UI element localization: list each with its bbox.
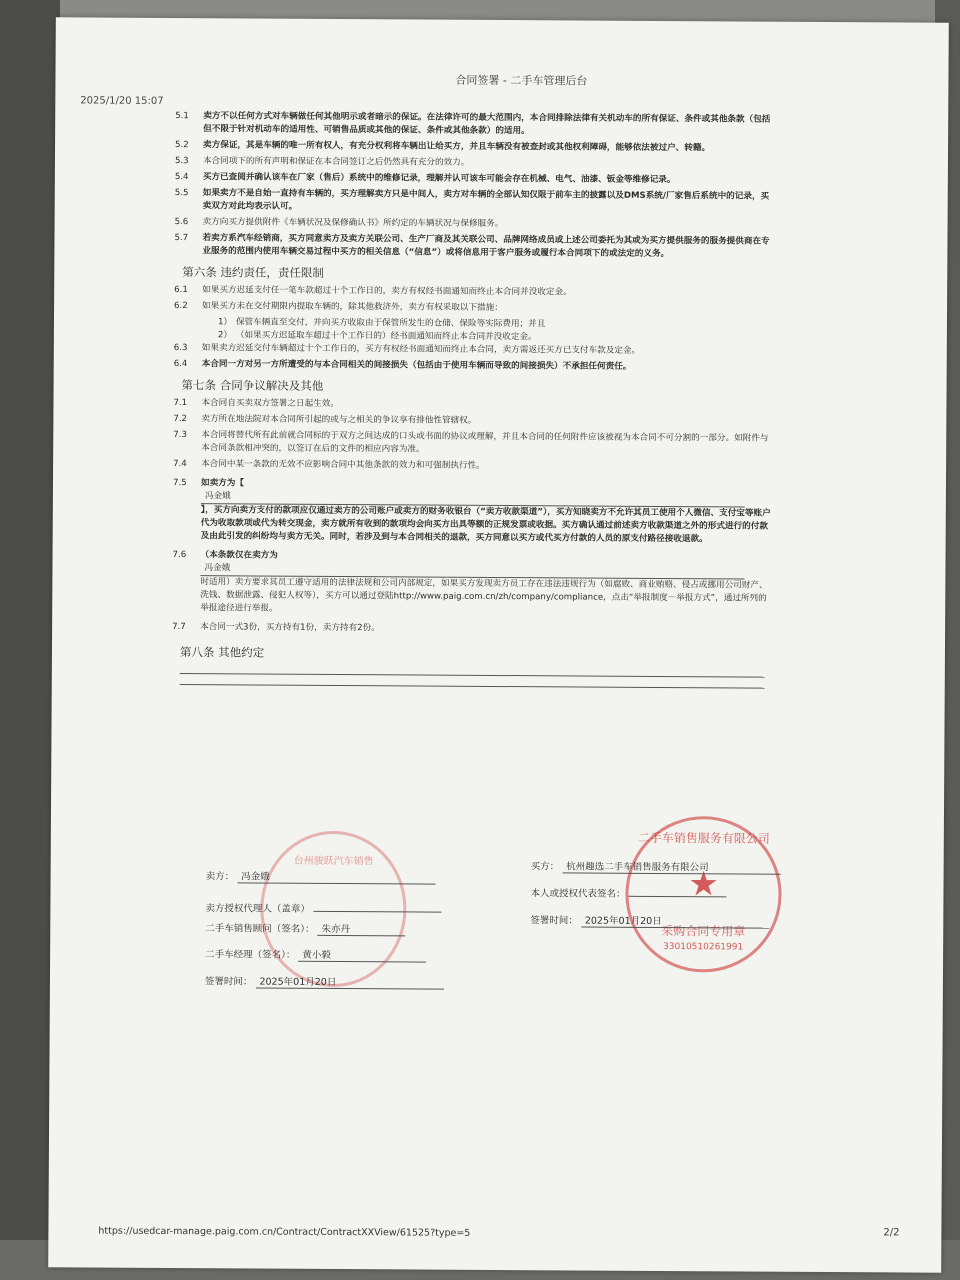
footer-url: https://usedcar-manage.paig.com.cn/Contract/ContractXXView/61525?type=5 <box>98 1225 471 1239</box>
advisor-row <box>205 920 405 936</box>
clause-5-2 <box>175 139 775 156</box>
clause-5-4 <box>175 171 775 188</box>
clause-number: 5.6 <box>174 217 189 228</box>
clause-5-6 <box>175 216 775 233</box>
clause-6-2 <box>174 300 774 317</box>
clause-number: 5.2 <box>175 140 189 151</box>
buyer-name-row <box>531 858 781 875</box>
buyer-name: 杭州趣选二手车销售服务有限公司 <box>562 858 780 874</box>
clause-number: 7.6 <box>172 550 187 561</box>
seller-sign-time: 2025年01月20日 <box>255 974 443 990</box>
buyer-rep-label: 本人或授权代表签名： <box>530 888 626 900</box>
clause-7-1 <box>173 397 773 414</box>
clause-number: 6.3 <box>173 343 188 354</box>
seller-agent-label: 卖方授权代理人（盖章） <box>205 903 310 915</box>
buyer-rep-row <box>530 885 726 900</box>
stamp-right-mid-text: 采购合同专用章 <box>661 923 746 939</box>
clause-text: 买方已查阅并确认该车在厂家（售后）系统中的维修记录，理解并认可该车可能会存在机械、电气、油漆、钣金等维修记录。 <box>202 172 676 186</box>
clause-6-2-sublist <box>174 316 774 346</box>
seller-label: 卖方： <box>205 871 235 883</box>
clause-text: 本合同中某一条款的无效不应影响合同中其他条款的效力和可强制执行性。 <box>201 459 485 471</box>
stamp-right-code: 33010510261991 <box>663 942 744 953</box>
contract-page <box>48 17 949 1272</box>
clause-text: 如果卖方迟延交付车辆超过十个工作日的，买方有权经书面通知而终止本合同，卖方需返还买方已支付车款及定金。 <box>201 343 641 356</box>
agreement-blank-line <box>180 674 765 689</box>
clause-number: 7.2 <box>173 414 188 425</box>
clause-6-4 <box>174 358 774 375</box>
page-number: 2/2 <box>883 1227 900 1239</box>
clause-7-6-name: 冯金娥 <box>200 562 744 579</box>
clause-text: 本合同项下的所有声明和保证在本合同签订之后仍然具有充分的效力。 <box>202 156 470 168</box>
clause-text: 卖方保证，其是车辆的唯一所有权人，有充分权利将车辆出让给买方，并且车辆没有被查封或其他权利障碍，能够依法被过户、转籍。 <box>203 140 711 154</box>
clause-number: 7.3 <box>173 430 187 441</box>
clause-7-6-text: 时适用）卖方要求其员工遵守适用的法律法规和公司内部规定，如果买方发现卖方员工存在违法违规行为（如腐败、商业贿赂、侵占或挪用公司财产、洗钱、数据泄露、侵犯人权等），买方可以通过登陆http://www.paig.com.cn/zh/company/compliance，点击“举报制度－举报方式”，通过所列的举报途径进行举报。 <box>200 577 768 614</box>
print-timestamp: 2025/1/20 15:07 <box>80 95 164 107</box>
clause-7-5-head: 如卖方为【 <box>200 478 244 489</box>
clause-text: 卖方所在地法院对本合同所引起的或与之相关的争议享有排他性管辖权。 <box>201 414 477 426</box>
seller-agent-value <box>313 911 441 913</box>
clause-number: 7.7 <box>172 622 186 633</box>
clauses-section-5 <box>174 110 775 262</box>
clause-text: 如果卖方不是自始一直持有车辆的，买方理解卖方只是中间人，卖方对车辆的全部认知仅限于前车主的披露以及DMS系统/厂家售后系统中的记录，买卖双方对此均表示认可。 <box>202 188 770 212</box>
clause-text: 本合同将替代所有此前就合同标的于双方之间达成的口头或书面的协议或理解，并且本合同的任何附件应该被视为本合同不可分割的一部分。如附件与本合同条款相冲突的，以签订在后的文件的相应内容为准。 <box>201 430 769 455</box>
clause-number: 6.4 <box>173 359 188 370</box>
clause-5-7 <box>174 232 774 262</box>
clause-5-5 <box>175 187 775 217</box>
clause-5-3 <box>175 155 775 172</box>
clauses-section-6b <box>174 342 774 375</box>
clause-number: 6.1 <box>174 285 188 296</box>
clause-text: 本合同自买卖双方签署之日起生效。 <box>201 398 340 410</box>
clauses-section-6 <box>174 284 774 317</box>
manager-row <box>205 946 426 962</box>
clauses-section-7 <box>173 397 773 475</box>
contract-body <box>172 110 776 701</box>
clause-number: 5.3 <box>174 156 189 167</box>
clause-number: 5.1 <box>175 111 189 122</box>
seller-time-row <box>205 973 444 989</box>
clause-7-4 <box>173 458 773 475</box>
clause-7-5-name: 冯金娥 <box>201 490 745 507</box>
seller-agent-row <box>205 900 441 915</box>
clause-7-5 <box>173 477 773 547</box>
stamp-left-text: 台州骏跃汽车销售 <box>293 855 374 868</box>
clause-text: 卖方不以任何方式对车辆做任何其他明示或者暗示的保证。在法律许可的最大范围内，本合同排除法律有关机动车的所有保证、条件或其他条款（包括但不限于针对机动车的适用性、可销售品质或其他的保证、条件或其他条款）的适用。 <box>203 111 771 137</box>
advisor-name: 朱亦丹 <box>318 921 406 937</box>
section-8-title: 第八条 其他约定 <box>179 645 265 660</box>
clause-7-7 <box>172 621 772 638</box>
stamp-right-top-text: 二手车销售服务有限公司 <box>637 830 770 846</box>
clause-7-6-head: （本条款仅在卖方为 <box>200 550 278 561</box>
clause-number: 5.4 <box>174 172 189 183</box>
clause-number: 5.7 <box>174 233 189 244</box>
clause-6-1 <box>174 284 774 301</box>
subitem-number: 1） <box>217 317 233 328</box>
buyer-sign-time: 2025年01月20日 <box>581 913 769 929</box>
clause-text: 若卖方系汽车经销商，买方同意卖方及卖方关联公司、生产厂商及其关联公司、品牌网络成员或上述公司委托为其或为买方提供服务的服务提供商在专业服务的范围内使用车辆交易过程中买方的相关信息（“信息”）或将信息用于客户服务或履行本合同项下的或法定的义务。 <box>202 233 770 260</box>
clause-6-3 <box>174 342 774 359</box>
clause-number: 6.2 <box>174 301 188 312</box>
clause-text: 如果买方未在交付期限内提取车辆的，除其他救济外，卖方有权采取以下措施： <box>202 301 503 314</box>
print-header-title: 合同签署 - 二手车管理后台 <box>455 73 588 88</box>
buyer-time-label: 签署时间： <box>530 915 578 927</box>
section-7-title: 第七条 合同争议解决及其他 <box>181 378 324 393</box>
seller-name-row <box>206 868 436 884</box>
manager-name: 黄小毅 <box>298 947 426 963</box>
clause-number: 5.5 <box>174 188 189 199</box>
clause-number: 7.5 <box>172 478 187 489</box>
subitem-number: 2） <box>217 330 232 341</box>
seller-name: 冯金娥 <box>237 868 435 884</box>
subitem-text: 保管车辆直至交付，并向买方收取由于保管所发生的仓储、保险等实际费用；并且 <box>235 317 546 330</box>
buyer-time-row <box>530 912 769 928</box>
stamp-star-icon: ★ <box>688 864 719 905</box>
clause-text: 如果买方迟延支付任一笔车款超过十个工作日的，卖方有权经书面通知而终止本合同并没收定金。 <box>202 285 572 298</box>
buyer-label: 买方： <box>530 861 560 873</box>
buyer-rep-value <box>629 896 727 898</box>
subitem-text: （如果买方迟延取车超过十个工作日的）经书面通知而终止本合同并没收定金。 <box>235 330 537 343</box>
clause-text: 卖方向买方提供附件《车辆状况及保修确认书》所约定的车辆状况与保修服务。 <box>202 217 504 230</box>
clause-number: 7.4 <box>173 459 187 470</box>
seller-time-label: 签署时间： <box>204 976 253 988</box>
clause-7-7-text: 本合同一式3份，买方持有1份，卖方持有2份。 <box>200 622 380 634</box>
clause-5-1 <box>175 110 775 140</box>
advisor-label: 二手车销售顾问（签名）： <box>205 923 315 935</box>
clause-7-2 <box>173 413 773 430</box>
clause-7-3 <box>173 429 773 459</box>
section-6-title: 第六条 违约责任，责任限制 <box>182 265 324 280</box>
manager-label: 二手车经理（签名）： <box>205 949 296 961</box>
clause-7-6 <box>172 549 772 619</box>
clause-text: 本合同一方对另一方所遭受的与本合同相关的间接损失（包括由于使用车辆而导致的间接损失）不承担任何责任。 <box>201 359 632 372</box>
clause-number: 7.1 <box>173 398 188 409</box>
clause-7-5-text: 】，买方向卖方支付的款项应仅通过卖方的公司账户或卖方的财务收银台（“卖方收款渠道”），买方知晓卖方不允许其员工使用个人微信、支付宝等账户代为收取款项或代为转交现金，卖方就所有收到的款项均会向买方出具等额的正规发票或收据。买方确认通过前述卖方收款渠道之外的形式进行的付款及由此引发的纠纷均与卖方无关。同时，若涉及到与本合同相关的退款，买方同意以买方或代买方付款的人员的原支付路径接收退款。 <box>200 505 771 545</box>
